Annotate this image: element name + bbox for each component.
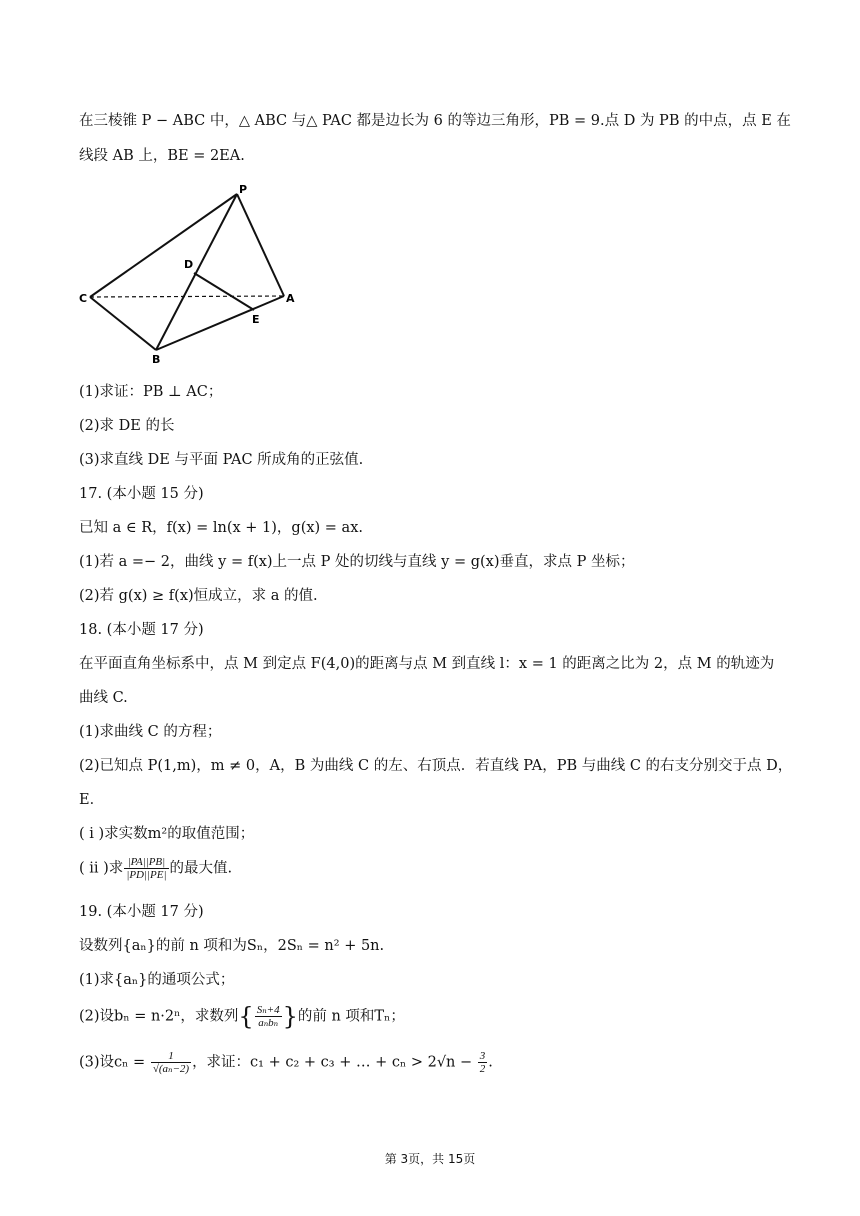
problem19-q3-middle: ，求证：c₁ + c₂ + c₃ + … + cₙ > 2√n − bbox=[192, 1054, 473, 1071]
problem18-given-line2: 曲线 C. bbox=[79, 690, 128, 706]
problem17-q1: (1)若 a =− 2，曲线 y = f(x)上一点 P 处的切线与直线 y = g(x)垂直，求点 P 坐标； bbox=[79, 554, 635, 570]
page-footer: 第 3页，共 15页 bbox=[384, 1152, 476, 1166]
label-e: E bbox=[252, 313, 260, 326]
problem19-q2-suffix: 的前 n 项和Tₙ； bbox=[297, 1008, 405, 1025]
edge-pb bbox=[156, 194, 237, 350]
label-a: A bbox=[286, 292, 295, 305]
tetrahedron-figure bbox=[75, 182, 305, 367]
problem18-q2-line1: (2)已知点 P(1,m)，m ≠ 0，A，B 为曲线 C 的左、右顶点．若直线 PA，PB 与曲线 C 的右支分别交于点 D， bbox=[79, 758, 793, 774]
problem17-q2: (2)若 g(x) ≥ f(x)恒成立，求 a 的值. bbox=[79, 588, 318, 604]
problem19-q1: (1)求{aₙ}的通项公式； bbox=[79, 972, 235, 988]
problem19-q3 bbox=[79, 1050, 493, 1075]
problem19-q3-end: . bbox=[488, 1054, 493, 1071]
problem17-header: 17. (本小题 15 分) bbox=[79, 486, 204, 502]
label-c: C bbox=[79, 292, 88, 305]
problem18-header: 18. (本小题 17 分) bbox=[79, 622, 204, 638]
problem16-q1: (1)求证：PB ⊥ AC； bbox=[79, 384, 223, 400]
problem18-qii bbox=[79, 856, 232, 881]
problem18-q2-line2: E． bbox=[79, 792, 105, 808]
problem16-q2: (2)求 DE 的长 bbox=[79, 418, 175, 434]
problem19-q3-denominator: √(aₙ−2) bbox=[152, 1063, 190, 1075]
problem16-q3: (3)求直线 DE 与平面 PAC 所成角的正弦值. bbox=[79, 452, 364, 468]
segment-de bbox=[194, 273, 254, 310]
problem18-qii-suffix: 的最大值. bbox=[169, 860, 233, 877]
problem19-q2-denominator: aₙbₙ bbox=[258, 1017, 279, 1029]
problem19-q3-three-halves bbox=[478, 1050, 488, 1075]
label-d: D bbox=[184, 258, 194, 271]
problem19-q3-frac-denominator: 2 bbox=[479, 1063, 486, 1075]
problem18-given-line1: 在平面直角坐标系中，点 M 到定点 F(4,0)的距离与点 M 到直线 l：x = 1 的距离之比为 2，点 M 的轨迹为 bbox=[79, 656, 775, 672]
edge-pc bbox=[90, 194, 237, 297]
edge-cb bbox=[90, 297, 156, 350]
problem19-q3-frac-numerator: 3 bbox=[479, 1050, 486, 1062]
problem19-q3-numerator: 1 bbox=[151, 1050, 191, 1063]
problem19-q2-fraction bbox=[255, 1004, 282, 1029]
problem18-qii-prefix: ( ⅱ )求 bbox=[79, 860, 124, 877]
edge-pa bbox=[237, 194, 284, 296]
problem18-qi: ( ⅰ )求实数m²的取值范围； bbox=[79, 826, 255, 842]
label-b: B bbox=[152, 353, 161, 366]
problem18-qii-fraction bbox=[124, 856, 168, 881]
edge-ca-hidden bbox=[90, 296, 284, 297]
problem19-header: 19. (本小题 17 分) bbox=[79, 904, 204, 920]
edge-ba bbox=[156, 296, 284, 350]
problem17-given: 已知 a ∈ R，f(x) = ln(x + 1)，g(x) = ax. bbox=[79, 520, 363, 536]
problem19-q2-prefix: (2)设bₙ = n·2ⁿ，求数列 bbox=[79, 1008, 239, 1025]
problem19-q3-fraction bbox=[151, 1050, 191, 1075]
problem18-q1: (1)求曲线 C 的方程； bbox=[79, 724, 222, 740]
problem16-intro-line1: 在三棱锥 P − ABC 中，△ ABC 与△ PAC 都是边长为 6 的等边三角形，PB = 9.点 D 为 PB 的中点，点 E 在 bbox=[79, 113, 791, 129]
label-p: P bbox=[239, 183, 248, 196]
problem18-qii-denominator: |PD||PE| bbox=[126, 869, 167, 881]
problem19-q3-prefix: (3)设cₙ = bbox=[79, 1054, 146, 1071]
problem19-given: 设数列{aₙ}的前 n 项和为Sₙ，2Sₙ = n² + 5n. bbox=[79, 938, 385, 954]
problem19-q2-numerator: Sₙ+4 bbox=[256, 1004, 280, 1016]
problem16-intro-line2: 线段 AB 上，BE = 2EA. bbox=[79, 148, 245, 164]
problem19-q2: (2)设bₙ = n·2ⁿ，求数列{ $\frac{\text{Sₙ+4}}{\text{aₙbₙ}}$ }的前 n 项和Tₙ； bbox=[79, 1002, 405, 1031]
problem18-qii-numerator: |PA||PB| bbox=[124, 856, 168, 869]
